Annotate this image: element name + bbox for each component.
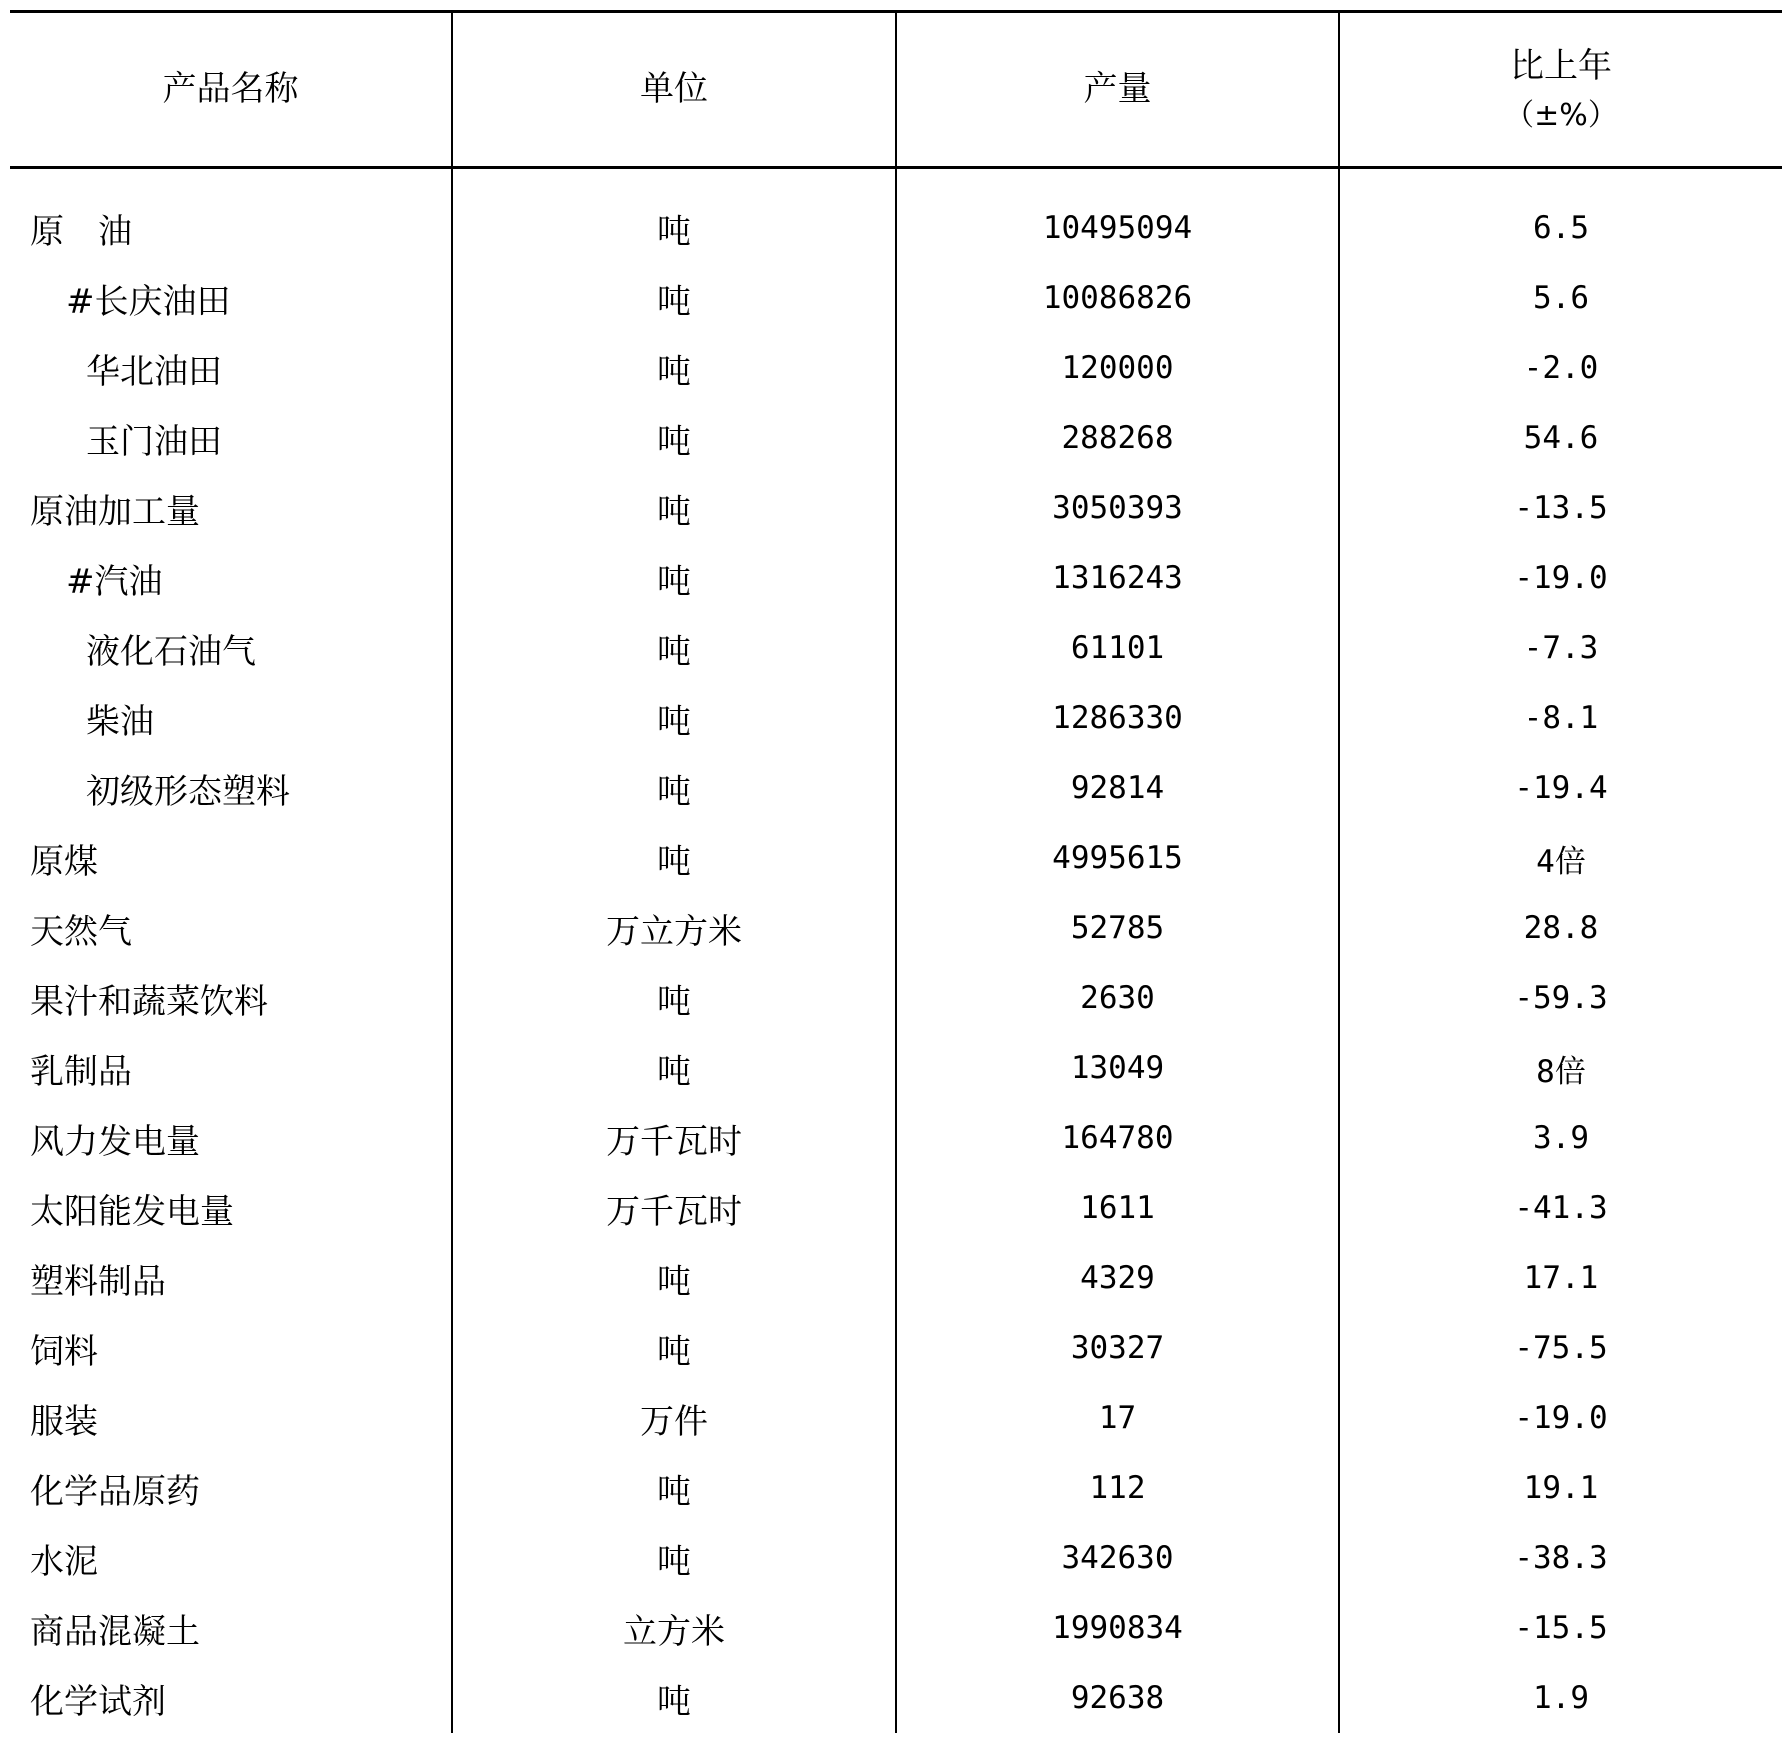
unit-cell: 吨	[452, 613, 896, 683]
unit-cell: 万千瓦时	[452, 1173, 896, 1243]
header-output: 产量	[896, 12, 1339, 168]
unit-cell: 万千瓦时	[452, 1103, 896, 1173]
production-table-container	[10, 10, 1782, 1759]
output-cell: 13049	[896, 1033, 1339, 1103]
header-change	[1339, 12, 1782, 168]
output-cell: 1316243	[896, 543, 1339, 613]
change-cell: -38.3	[1339, 1523, 1782, 1593]
table-row	[10, 613, 1782, 683]
table-row	[10, 1173, 1782, 1243]
product-name-cell: 化学试剂	[30, 1681, 166, 1722]
unit-cell: 万件	[452, 1383, 896, 1453]
product-name-cell: 液化石油气	[86, 631, 256, 672]
table-row	[10, 1663, 1782, 1733]
output-cell: 3050393	[896, 473, 1339, 543]
output-cell: 2630	[896, 963, 1339, 1033]
table-row	[10, 963, 1782, 1033]
change-cell: -59.3	[1339, 963, 1782, 1033]
product-name-cell: 原油加工量	[30, 491, 200, 532]
change-cell: 8倍	[1339, 1033, 1782, 1103]
change-cell: -19.4	[1339, 753, 1782, 823]
output-cell: 4329	[896, 1243, 1339, 1313]
change-cell: -2.0	[1339, 333, 1782, 403]
product-name-cell: 饲料	[30, 1331, 98, 1372]
product-name-cell: 果汁和蔬菜饮料	[30, 981, 268, 1022]
table-row	[10, 543, 1782, 613]
unit-cell: 吨	[452, 1243, 896, 1313]
output-cell: 288268	[896, 403, 1339, 473]
table-row	[10, 683, 1782, 753]
product-name-cell: 柴油	[86, 701, 154, 742]
change-cell: 54.6	[1339, 403, 1782, 473]
output-cell: 4995615	[896, 823, 1339, 893]
unit-cell: 吨	[452, 963, 896, 1033]
change-cell: -41.3	[1339, 1173, 1782, 1243]
table-row	[10, 1593, 1782, 1663]
product-name-cell: 玉门油田	[86, 421, 222, 462]
table-header	[10, 12, 1782, 168]
unit-cell: 吨	[452, 1033, 896, 1103]
product-name-cell: 华北油田	[86, 351, 222, 392]
table-row	[10, 333, 1782, 403]
unit-cell: 吨	[452, 683, 896, 753]
change-cell: 5.6	[1339, 263, 1782, 333]
table-row	[10, 1453, 1782, 1523]
industrial-output-table	[10, 10, 1782, 1733]
output-cell: 52785	[896, 893, 1339, 963]
table-row	[10, 1243, 1782, 1313]
table-row	[10, 1383, 1782, 1453]
unit-cell: 吨	[452, 333, 896, 403]
table-body	[10, 168, 1782, 1734]
unit-cell: 吨	[452, 1453, 896, 1523]
unit-cell: 吨	[452, 753, 896, 823]
product-name-cell: 风力发电量	[30, 1121, 200, 1162]
unit-cell: 万立方米	[452, 893, 896, 963]
product-name-cell: 商品混凝土	[30, 1611, 200, 1652]
change-cell: 17.1	[1339, 1243, 1782, 1313]
change-cell: 3.9	[1339, 1103, 1782, 1173]
output-cell: 120000	[896, 333, 1339, 403]
output-cell: 1611	[896, 1173, 1339, 1243]
table-row	[10, 1033, 1782, 1103]
table-row	[10, 1103, 1782, 1173]
unit-cell: 吨	[452, 1523, 896, 1593]
output-cell: 17	[896, 1383, 1339, 1453]
header-change-unit: （±%）	[1504, 97, 1618, 133]
table-row	[10, 1313, 1782, 1383]
output-cell: 342630	[896, 1523, 1339, 1593]
change-cell: -19.0	[1339, 543, 1782, 613]
change-cell: 4倍	[1339, 823, 1782, 893]
unit-cell: 吨	[452, 1313, 896, 1383]
header-row	[10, 12, 1782, 168]
unit-cell: 立方米	[452, 1593, 896, 1663]
unit-cell: 吨	[452, 473, 896, 543]
change-cell: -8.1	[1339, 683, 1782, 753]
change-cell: 6.5	[1339, 168, 1782, 264]
unit-cell: 吨	[452, 823, 896, 893]
change-cell: -75.5	[1339, 1313, 1782, 1383]
change-cell: 1.9	[1339, 1663, 1782, 1733]
product-name-cell: 太阳能发电量	[30, 1191, 234, 1232]
change-cell: -7.3	[1339, 613, 1782, 683]
product-name-cell: 水泥	[30, 1541, 98, 1582]
product-name-cell: 原 油	[30, 211, 132, 252]
output-cell: 164780	[896, 1103, 1339, 1173]
output-cell: 10086826	[896, 263, 1339, 333]
change-cell: -13.5	[1339, 473, 1782, 543]
unit-cell: 吨	[452, 1663, 896, 1733]
product-name-cell: 塑料制品	[30, 1261, 166, 1302]
product-name-cell: 化学品原药	[30, 1471, 200, 1512]
table-row	[10, 473, 1782, 543]
output-cell: 92814	[896, 753, 1339, 823]
product-name-cell: 原煤	[30, 841, 98, 882]
change-cell: -15.5	[1339, 1593, 1782, 1663]
table-row	[10, 168, 1782, 264]
output-cell: 61101	[896, 613, 1339, 683]
product-name-cell: 乳制品	[30, 1051, 132, 1092]
product-name-cell: 服装	[30, 1401, 98, 1442]
change-cell: 19.1	[1339, 1453, 1782, 1523]
unit-cell: 吨	[452, 403, 896, 473]
output-cell: 10495094	[896, 168, 1339, 264]
product-name-cell: #长庆油田	[66, 281, 231, 322]
header-product-name: 产品名称	[10, 12, 452, 168]
change-cell: -19.0	[1339, 1383, 1782, 1453]
output-cell: 1990834	[896, 1593, 1339, 1663]
table-row	[10, 263, 1782, 333]
output-cell: 1286330	[896, 683, 1339, 753]
table-row	[10, 893, 1782, 963]
header-change-label: 比上年	[1510, 45, 1612, 86]
product-name-cell: #汽油	[66, 561, 163, 602]
output-cell: 112	[896, 1453, 1339, 1523]
table-row	[10, 823, 1782, 893]
unit-cell: 吨	[452, 263, 896, 333]
table-row	[10, 1523, 1782, 1593]
table-row	[10, 753, 1782, 823]
output-cell: 92638	[896, 1663, 1339, 1733]
unit-cell: 吨	[452, 168, 896, 264]
header-unit: 单位	[452, 12, 896, 168]
product-name-cell: 初级形态塑料	[86, 771, 290, 812]
change-cell: 28.8	[1339, 893, 1782, 963]
output-cell: 30327	[896, 1313, 1339, 1383]
product-name-cell: 天然气	[30, 911, 132, 952]
unit-cell: 吨	[452, 543, 896, 613]
table-row	[10, 403, 1782, 473]
